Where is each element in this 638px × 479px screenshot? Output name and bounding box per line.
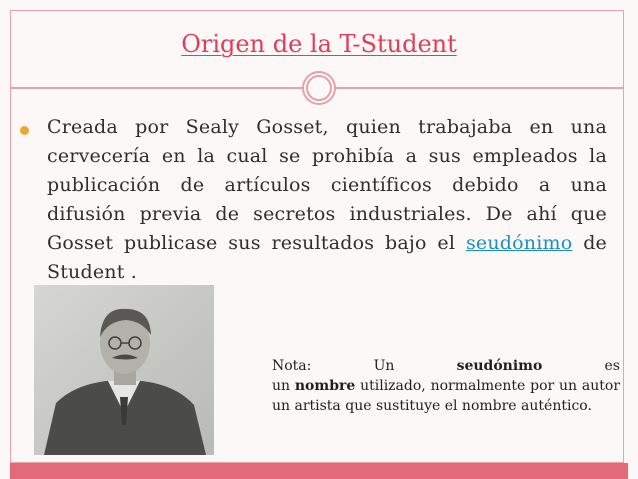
note-box <box>272 356 620 416</box>
divider-ring-inner <box>306 75 332 101</box>
portrait-photo <box>34 285 214 455</box>
note-rest <box>272 376 620 416</box>
note-term: seudónimo <box>456 358 543 374</box>
footer-bar <box>10 463 628 479</box>
note-first-line <box>272 356 620 376</box>
note-word-es: es <box>604 358 620 374</box>
paragraph-text: Creada por Sealy Gosset, quien trabajaba en una cervecería en la cual se prohibía a sus empleados la publicación de artículos científicos debido a una difusión previa de secretos industriales. De ahí que Gosset publicase sus resultados bajo el <box>47 116 607 254</box>
note-bold-nombre: nombre <box>294 378 356 394</box>
paragraph-text-end: de Student . <box>47 232 607 283</box>
note-text-a: un <box>272 378 295 394</box>
portrait-image <box>34 285 214 455</box>
bullet-icon <box>20 126 29 135</box>
slide-title: Origen de la T-Student <box>181 30 457 58</box>
seudonimo-link[interactable]: seudónimo <box>465 232 573 254</box>
body-paragraph <box>47 113 607 287</box>
note-text-b: utilizado, normalmente por un autor un artista que sustituye el nombre auténtico. <box>272 378 621 414</box>
note-label: Nota: <box>272 358 312 374</box>
note-word-un: Un <box>373 358 395 374</box>
